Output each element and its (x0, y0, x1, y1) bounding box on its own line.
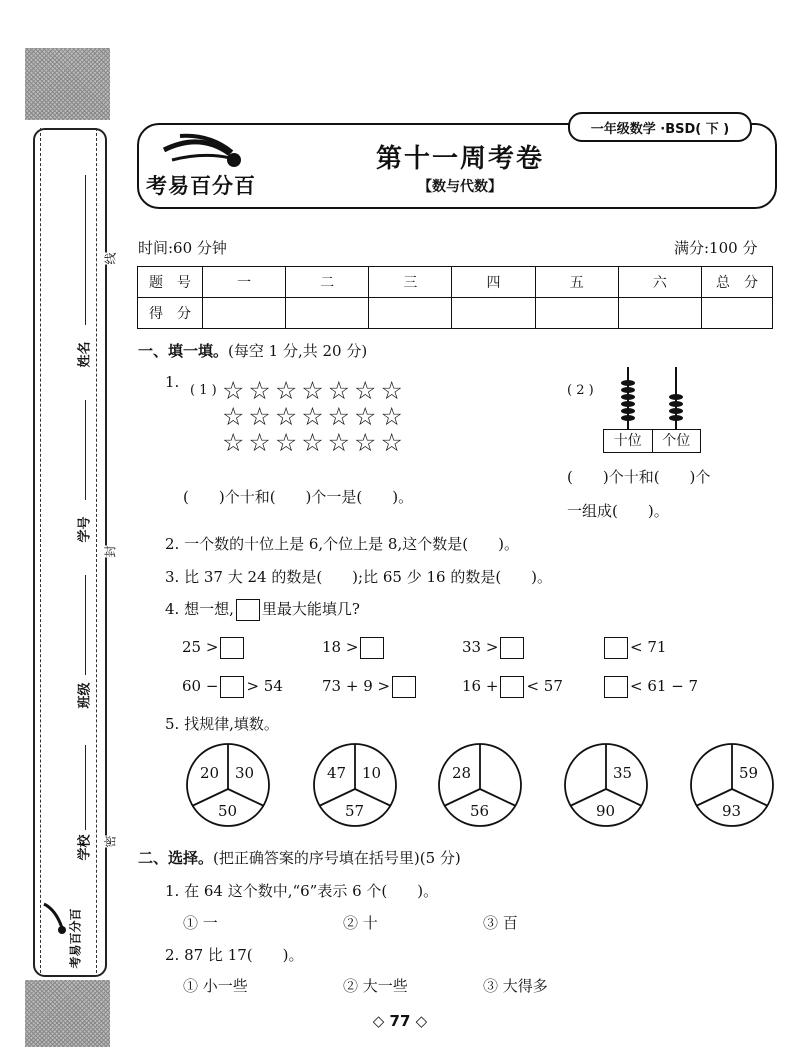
abacus-tens-label: 十位 (604, 430, 653, 452)
pattern-circle-tl: 20 (200, 764, 220, 782)
exam-full-score: 满分:100 分 (674, 239, 758, 257)
score-table-score-row (138, 298, 773, 329)
pattern-circle (185, 742, 271, 828)
abacus-base (603, 429, 701, 453)
binding-logo-icon (42, 900, 68, 936)
pattern-circle-tl: 28 (452, 764, 472, 782)
s2-q1-option-2[interactable]: ② 十 (343, 914, 378, 932)
q4-item-8 (602, 676, 698, 698)
q4-item-2 (322, 637, 386, 659)
q4-answer-box[interactable] (220, 637, 244, 659)
score-input-cell[interactable] (452, 298, 535, 329)
q2: 2. 一个数的十位上是 6,个位上是 8,这个数是( )。 (165, 535, 519, 553)
score-cell: 六 (618, 267, 701, 298)
pattern-circle (437, 742, 523, 828)
binding-brand: 考易百分百 (68, 908, 83, 969)
q4-item-right: < 61 − 7 (630, 677, 699, 695)
q4-answer-box[interactable] (500, 637, 524, 659)
score-input-cell[interactable] (203, 298, 286, 329)
q4-text-b: 里最大能填几? (261, 600, 360, 618)
page-number: ◇ 77 ◇ (372, 1012, 428, 1030)
s2-q2-option-3[interactable]: ③ 大得多 (483, 977, 548, 995)
pattern-circle-tr: 30 (235, 764, 255, 782)
q4 (165, 598, 360, 621)
score-input-cell[interactable] (535, 298, 618, 329)
score-input-cell[interactable] (618, 298, 701, 329)
pattern-circle-b: 57 (345, 802, 365, 820)
s2-q1-option-3[interactable]: ③ 百 (483, 914, 518, 932)
score-input-cell[interactable] (369, 298, 452, 329)
exam-subtitle: 【数与代数】 (418, 179, 502, 195)
section2-note: (把正确答案的序号填在括号里)(5 分) (213, 849, 461, 867)
binding-dash-left (40, 128, 41, 973)
pattern-circle-tl: 47 (327, 764, 347, 782)
q4-item-left: 60 − (182, 677, 219, 695)
score-input-cell[interactable] (286, 298, 369, 329)
score-cell: 五 (535, 267, 618, 298)
section1-note: (每空 1 分,共 20 分) (228, 342, 368, 360)
brand-logo-icon (160, 128, 250, 172)
q1-part2-answer-b: 一组成( )。 (567, 502, 669, 520)
pattern-circle (689, 742, 775, 828)
pattern-circle-tr: 35 (613, 764, 633, 782)
section2-heading (138, 847, 461, 868)
s2-q2-option-2[interactable]: ② 大一些 (343, 977, 408, 995)
q4-answer-box[interactable] (604, 676, 628, 698)
pattern-circle (563, 742, 649, 828)
q4-answer-box[interactable] (360, 637, 384, 659)
abacus-bead (621, 415, 635, 421)
q3: 3. 比 37 大 24 的数是( );比 65 少 16 的数是( )。 (165, 568, 553, 586)
binding-dash-right (96, 128, 97, 973)
q4-answer-box[interactable] (604, 637, 628, 659)
score-cell: 三 (369, 267, 452, 298)
q4-item-left: 16 + (462, 677, 499, 695)
abacus-bead (621, 394, 635, 400)
abacus-bead (621, 387, 635, 393)
binding-hatch-top (25, 48, 110, 120)
id-label: 学号 (77, 516, 93, 543)
cut-word-line: 线 (103, 252, 118, 265)
q4-answer-box[interactable] (392, 676, 416, 698)
section1-heading (138, 340, 367, 361)
q4-item-5 (182, 676, 283, 698)
s2-q1: 1. 在 64 这个数中,“6”表示 6 个( )。 (165, 882, 439, 900)
abacus-bead (669, 394, 683, 400)
score-cell: 题 号 (138, 267, 203, 298)
grade-label: 一年级数学 ·BSD( 下 ) (568, 112, 752, 142)
q4-answer-box[interactable] (500, 676, 524, 698)
q4-item-right: < 57 (526, 677, 563, 695)
abacus-bead (621, 380, 635, 386)
q4-box-sample (236, 599, 260, 621)
school-label: 学校 (77, 834, 93, 861)
name-label: 姓名 (77, 341, 93, 368)
class-line (85, 575, 86, 675)
cut-word-seal: 封 (103, 545, 118, 558)
q4-item-6 (322, 676, 418, 698)
abacus-bead (669, 408, 683, 414)
q1-number: 1. (165, 373, 180, 391)
star-row: ☆☆☆☆☆☆☆ (222, 428, 407, 457)
q4-item-7 (462, 676, 563, 698)
s2-q2: 2. 87 比 17( )。 (165, 946, 304, 964)
section2-title: 二、选择。 (138, 849, 214, 867)
q1-part1-answer: ( )个十和( )个一是( )。 (183, 488, 414, 506)
q1-part2-answer-a: ( )个十和( )个 (567, 468, 711, 486)
pattern-circle (312, 742, 398, 828)
q4-item-left: 33 > (462, 638, 499, 656)
score-cell: 总 分 (702, 267, 773, 298)
cut-word-secret: 密 (103, 835, 118, 848)
q4-item-right: > 54 (246, 677, 283, 695)
abacus-bead (669, 401, 683, 407)
score-cell: 四 (452, 267, 535, 298)
q5: 5. 找规律,填数。 (165, 715, 279, 733)
id-line (85, 400, 86, 500)
score-cell: 得 分 (138, 298, 203, 329)
s2-q1-option-1[interactable]: ① 一 (183, 914, 218, 932)
abacus-bead (621, 408, 635, 414)
score-table-header-row (138, 267, 773, 298)
q4-item-left: 25 > (182, 638, 219, 656)
pattern-circle-tr: 10 (362, 764, 382, 782)
q4-item-3 (462, 637, 526, 659)
abacus-bead (621, 401, 635, 407)
exam-title: 第十一周考卷 (375, 144, 544, 174)
q4-item-1 (182, 637, 246, 659)
pattern-circle-b: 50 (218, 802, 238, 820)
score-cell: 二 (286, 267, 369, 298)
score-table (137, 266, 773, 329)
q4-text-a: 4. 想一想, (165, 600, 234, 618)
s2-q2-option-1[interactable]: ① 小一些 (183, 977, 248, 995)
school-line (85, 745, 86, 830)
q1-part1-label: ( 1 ) (190, 383, 217, 398)
q4-item-4 (602, 637, 666, 659)
abacus-bead (669, 415, 683, 421)
star-row: ☆☆☆☆☆☆☆ (222, 402, 407, 431)
q4-item-right: < 71 (630, 638, 667, 656)
star-row: ☆☆☆☆☆☆☆ (222, 376, 407, 405)
pattern-circle-b: 90 (596, 802, 616, 820)
score-input-cell[interactable] (702, 298, 773, 329)
q1-part2-label: ( 2 ) (567, 383, 594, 398)
abacus-ones-label: 个位 (662, 433, 691, 449)
pattern-circle-b: 56 (470, 802, 490, 820)
exam-time: 时间:60 分钟 (138, 239, 227, 257)
class-label: 班级 (77, 682, 93, 709)
q4-answer-box[interactable] (220, 676, 244, 698)
pattern-circle-tr: 59 (739, 764, 759, 782)
score-cell: 一 (203, 267, 286, 298)
brand-name: 考易百分百 (146, 174, 256, 198)
q4-item-left: 18 > (322, 638, 359, 656)
q4-item-left: 73 + 9 > (322, 677, 391, 695)
pattern-circle-b: 93 (722, 802, 742, 820)
name-line (85, 175, 86, 325)
section1-title: 一、填一填。 (138, 342, 229, 360)
